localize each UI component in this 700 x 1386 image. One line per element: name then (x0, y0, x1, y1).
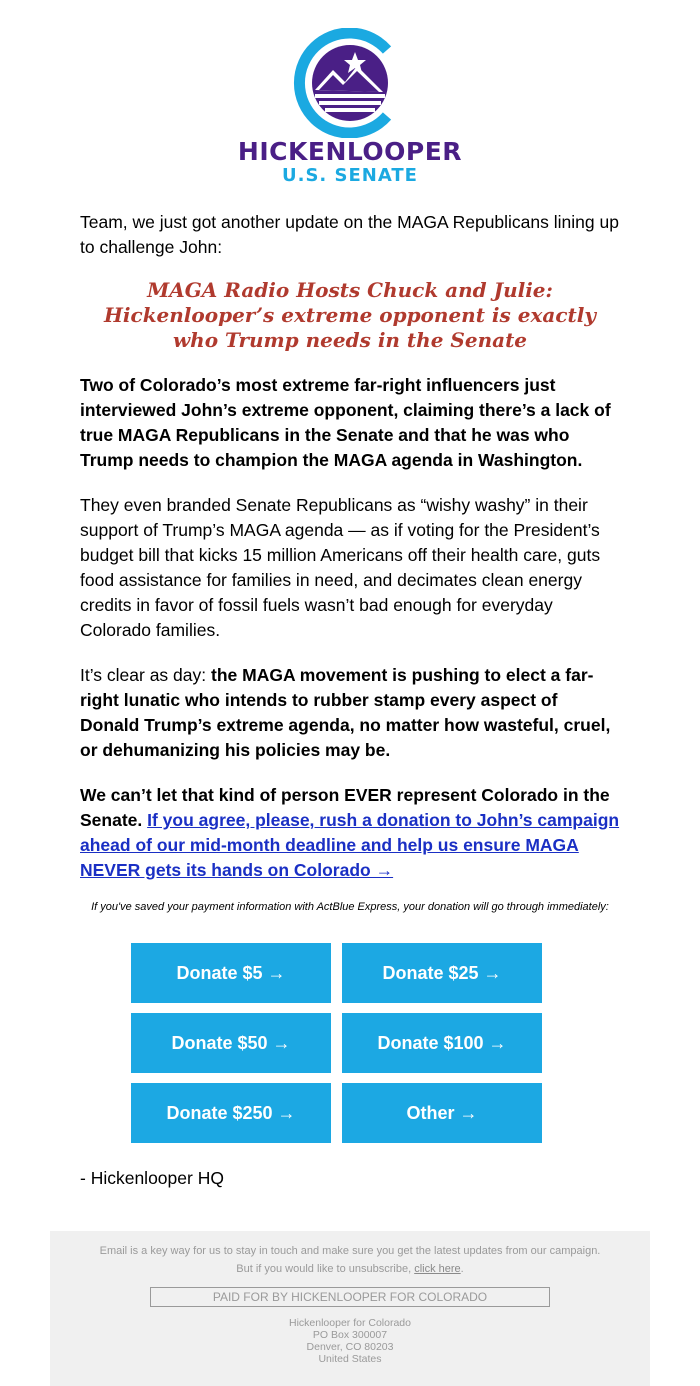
address-line: United States (318, 1353, 382, 1365)
paragraph-wishy-washy: They even branded Senate Republicans as “wishy washy” in their support of Trump’s MAGA agenda — as if voting for the President’s budget bill that kicks 15 million Americans off their health care, guts food assistance for families in need, and decimates clean energy credits in favor of fossil fuels wasn’t bad enough for everyday Colorado families. (80, 495, 601, 640)
unsubscribe-suffix: . (460, 1263, 464, 1275)
donate-250-button[interactable]: Donate $250 → (131, 1083, 331, 1143)
footer (50, 1231, 650, 1386)
cta-lead: We can’t let that kind of person EVER represent Colorado in the Senate. (80, 785, 610, 830)
mailing-address (50, 1317, 650, 1365)
unsubscribe-prefix: But if you would like to unsubscribe, (236, 1263, 415, 1275)
address-line: Hickenlooper for Colorado (289, 1317, 411, 1329)
paragraph-bold-text: Two of Colorado’s most extreme far-right influencers just interviewed John’s extreme opponent, claiming there’s a lack of true MAGA Republicans in the Senate and that he was who Trump needs to champion the MAGA agenda in Washington. (80, 375, 611, 470)
address-line: PO Box 300007 (312, 1329, 388, 1341)
paragraph-lead: It’s clear as day: (80, 665, 211, 685)
paid-for-disclaimer: PAID FOR BY HICKENLOOPER FOR COLORADO (150, 1287, 550, 1307)
paragraph-cta (80, 783, 620, 883)
signoff: - Hickenlooper HQ (80, 1168, 224, 1188)
logo-emblem-icon (235, 28, 465, 138)
email-body (80, 210, 620, 903)
logo-subtitle: U.S. SENATE (282, 165, 418, 186)
address-line: Denver, CO 80203 (306, 1341, 394, 1353)
quote-headline: MAGA Radio Hosts Chuck and Julie: Hickenlooper’s extreme opponent is exactly who Trump needs in the Senate (104, 278, 596, 352)
donate-100-button[interactable]: Donate $100 → (342, 1013, 542, 1073)
campaign-logo (235, 28, 465, 188)
footer-unsubscribe-line (50, 1262, 650, 1276)
actblue-express-note: If you've saved your payment information with ActBlue Express, your donation will go through immediately: (91, 901, 609, 913)
paragraph-emphasis: the MAGA movement is pushing to elect a far-right lunatic who intends to rubber stamp every aspect of Donald Trump’s extreme agenda, no matter how wasteful, cruel, or dehumanizing his policies may be. (80, 665, 611, 760)
footer-email-note: Email is a key way for us to stay in touch and make sure you get the latest updates from our campaign. (99, 1245, 601, 1257)
paragraph-bold (80, 373, 620, 473)
unsubscribe-link[interactable]: click here (414, 1263, 461, 1275)
intro-paragraph: Team, we just got another update on the MAGA Republicans lining up to challenge John: (80, 212, 619, 257)
donate-25-button[interactable]: Donate $25 → (342, 943, 542, 1003)
paragraph-clear-as-day (80, 663, 620, 763)
donate-50-button[interactable]: Donate $50 → (131, 1013, 331, 1073)
donate-cta-link[interactable]: If you agree, please, rush a donation to John’s campaign ahead of our mid-month deadline and help us ensure MAGA NEVER gets its hands on Colorado → (80, 810, 620, 880)
donate-other-button[interactable]: Other → (342, 1083, 542, 1143)
donate-5-button[interactable]: Donate $5 → (131, 943, 331, 1003)
logo-name: HICKENLOOPER (237, 137, 463, 166)
